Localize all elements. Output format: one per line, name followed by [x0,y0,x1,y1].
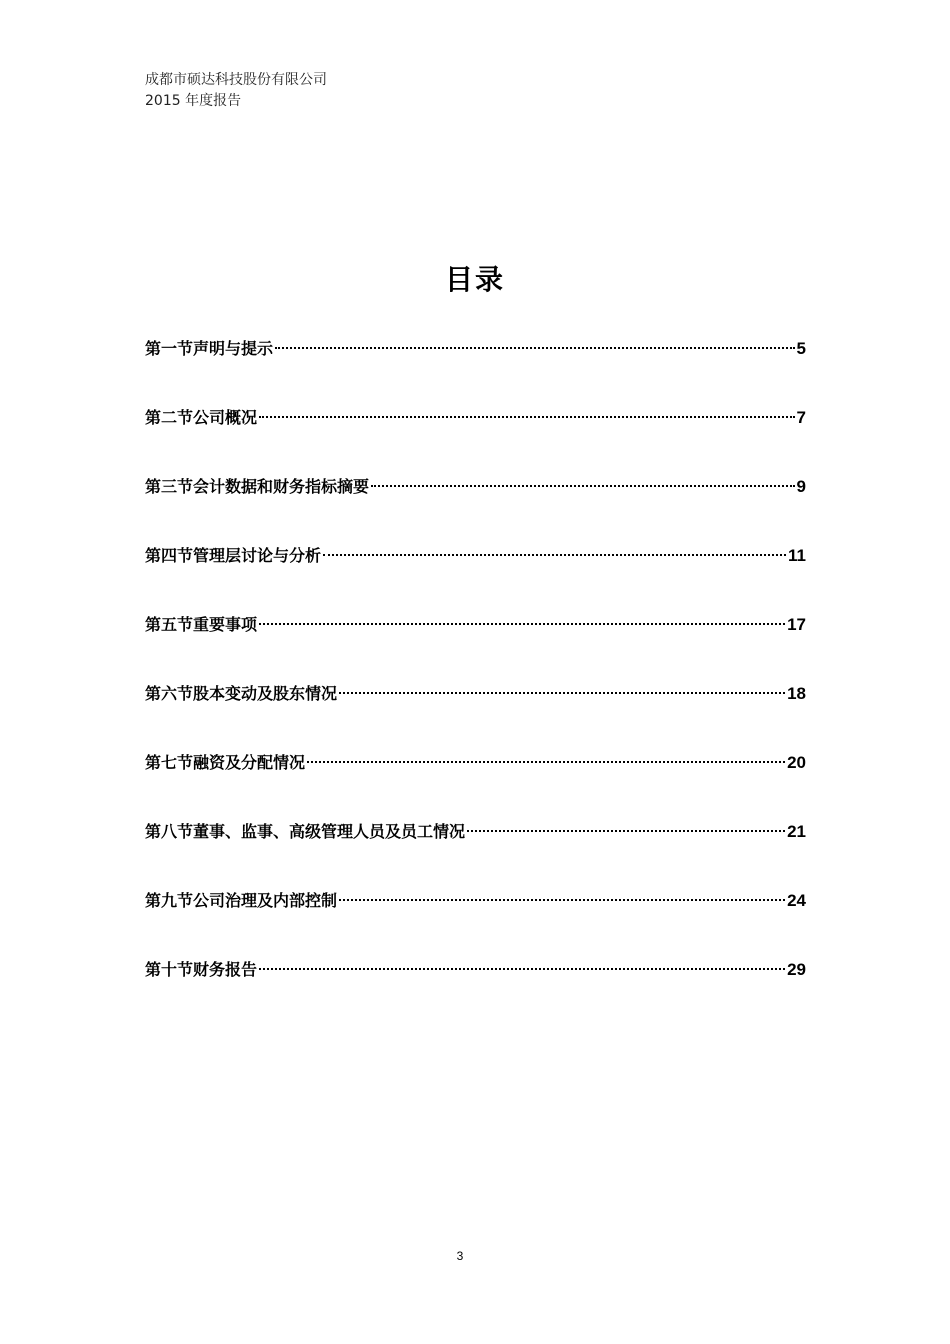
toc-entry-page: 29 [787,960,806,979]
toc-dot-leader [323,554,786,556]
toc-entry-page: 18 [787,684,806,703]
report-title: 2015 年度报告 [145,93,242,109]
toc-entry-label: 第九节公司治理及内部控制 [145,891,338,910]
toc-dot-leader [259,968,785,970]
toc-entry-label: 第七节融资及分配情况 [145,753,306,772]
toc-title: 目录 [444,263,505,296]
table-of-contents [145,336,806,1026]
toc-entry-page: 11 [788,546,806,565]
toc-entry-2[interactable] [145,405,806,474]
toc-dot-leader [307,761,785,763]
page-header [145,70,327,112]
toc-entry-label: 第二节公司概况 [145,408,258,427]
toc-dot-leader [371,485,795,487]
toc-entry-8[interactable] [145,819,806,888]
toc-entry-7[interactable] [145,750,806,819]
toc-entry-label: 第四节管理层讨论与分析 [145,546,322,565]
toc-dot-leader [259,416,795,418]
toc-entry-page: 7 [796,408,806,427]
toc-entry-page: 20 [787,753,806,772]
toc-entry-3[interactable] [145,474,806,543]
company-name: 成都市硕达科技股份有限公司 [145,72,327,88]
toc-dot-leader [275,347,795,349]
toc-entry-label: 第六节股本变动及股东情况 [145,684,338,703]
toc-entry-5[interactable] [145,612,806,681]
toc-entry-label: 第三节会计数据和财务指标摘要 [145,477,370,496]
toc-dot-leader [259,623,785,625]
toc-entry-6[interactable] [145,681,806,750]
toc-entry-page: 9 [796,477,806,496]
toc-dot-leader [339,692,785,694]
toc-entry-9[interactable] [145,888,806,957]
toc-entry-page: 17 [787,615,806,634]
toc-entry-page: 24 [787,891,806,910]
toc-entry-label: 第五节重要事项 [145,615,258,634]
toc-entry-label: 第一节声明与提示 [145,339,274,358]
toc-entry-page: 21 [787,822,806,841]
toc-dot-leader [467,830,785,832]
toc-entry-page: 5 [796,339,806,358]
toc-entry-1[interactable] [145,336,806,405]
page-number: 3 [456,1249,464,1263]
toc-entry-label: 第八节董事、监事、高级管理人员及员工情况 [145,822,466,841]
toc-entry-10[interactable] [145,957,806,1026]
toc-dot-leader [339,899,785,901]
toc-entry-4[interactable] [145,543,806,612]
toc-entry-label: 第十节财务报告 [145,960,258,979]
